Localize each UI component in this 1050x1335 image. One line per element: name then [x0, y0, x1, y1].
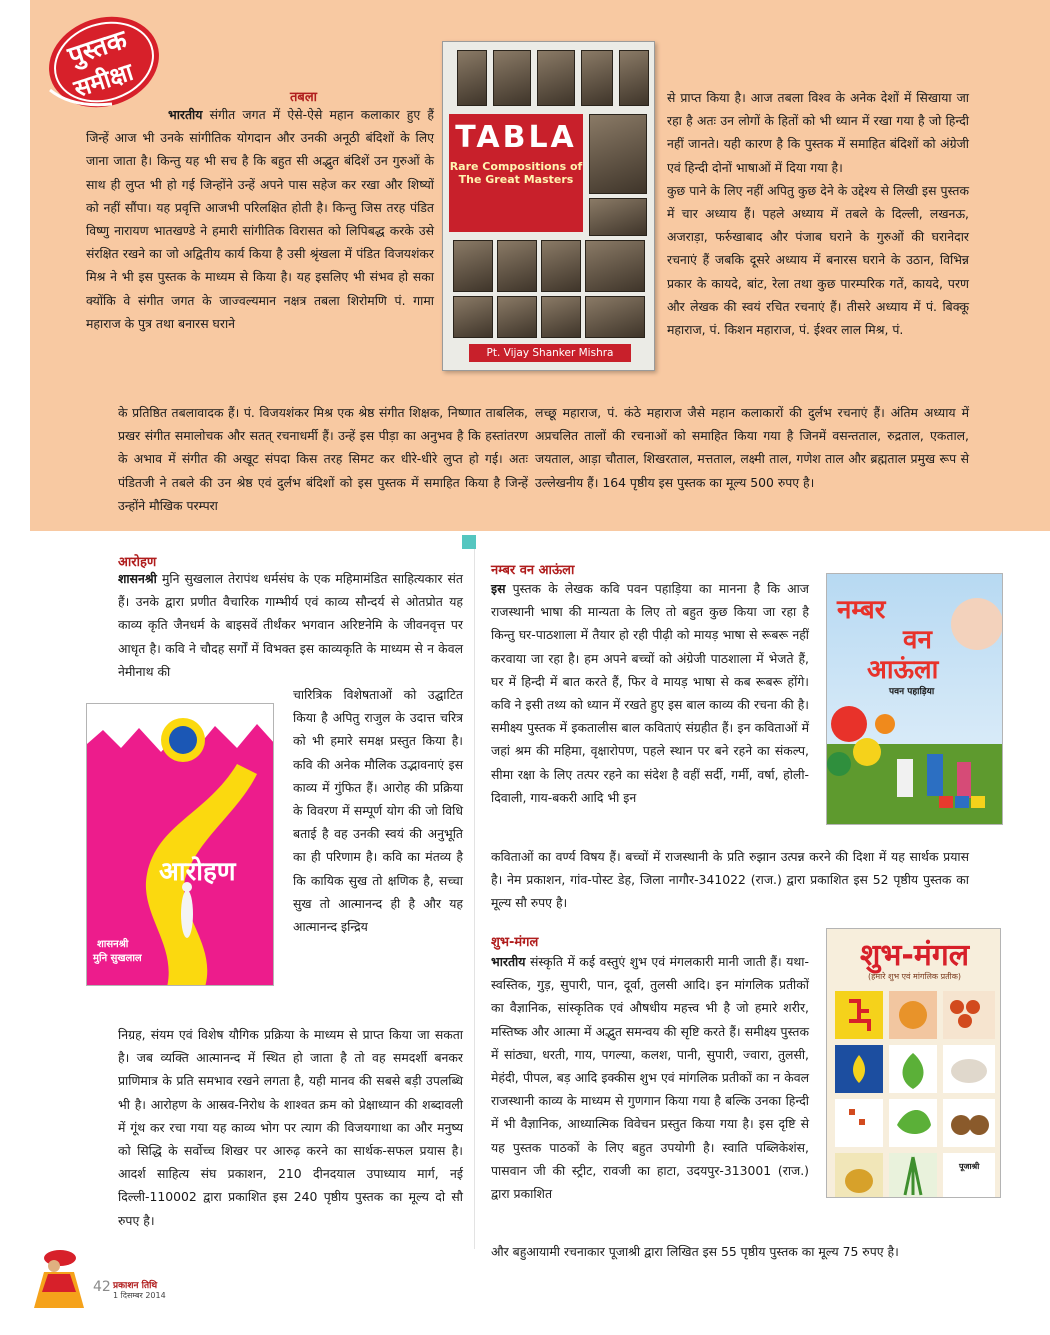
aarohan-side-text: चारित्रिक विशेषताओं को उद्घाटित किया है अपितु राजुल के उदात्त चरित्र को भी हमारे समक्ष प्रस्तुत किया है। कवि की अनेक मौलिक उद्भावनाएं इस काव्य में गुंफित हैं। आरोह की प्रक्रिया के विवरण में सम्पूर्ण योग की जो विधि बताई है वह उनकी स्वयं की अनुभूति का ही परिणाम है। कवि का मंतव्य है कि कायिक सुख तो क्षणिक है, सच्चा सुख तो आत्मानन्द ही है और यह आत्मानन्द इन्द्रिय [293, 687, 463, 935]
cover-photo [619, 50, 649, 106]
tabla-cover-title: TABLA [455, 120, 577, 155]
tabla-cover-subtitle: Rare Compositions of The Great Masters [449, 160, 583, 186]
aarohan-lead-word: शासनश्री [118, 571, 157, 586]
page-margin [0, 0, 30, 1335]
numbar-book-cover [826, 573, 1003, 825]
numbar-lead-word: इस [491, 581, 506, 596]
footer-illustration [30, 1248, 88, 1308]
aarohan-top-text [118, 567, 463, 683]
shubh-cover-author: पूजाश्री [959, 1162, 980, 1171]
column-divider [474, 549, 475, 1249]
cover-photo [589, 114, 647, 194]
aarohan-cover-author2: मुनि सुखलाल [93, 953, 142, 964]
numbar-cover-title1: नम्बर [837, 595, 886, 625]
tabla-left-bottom-text: के प्रतिष्ठित तबलावादक हैं। पं. विजयशंकर मिश्र एक श्रेष्ठ संगीत शिक्षक, निष्णात ताबलिक, प्रखर संगीत समालोचक और सतत् रचनाधर्मी हैं। उन्हें इस पीड़ा का अनुभव है कि हस्तांतरण के अभाव में संगीत की अखूट संपदा किस तरह सिमट कर धीरे-धीरे लुप्त हो गई। अतः पंडितजी ने तबले की उन श्रेष्ठ एवं दुर्लभ बंदिशों को इस पुस्तक में समाहित किया है जिन्हें उन्होंने मौखिक परम्परा [118, 405, 528, 513]
numbar-cover-title3: आऊंला [867, 655, 939, 685]
tabla-left-text [86, 103, 434, 335]
page-number: 42 [93, 1279, 111, 1295]
cover-photo [493, 50, 531, 106]
tabla-right-bottom-text: लच्छू महाराज, पं. कंठे महाराज जैसे महान कलाकारों की दुर्लभ रचनाएं हैं। अंतिम अध्याय में अप्रचलित तालों की रचनाओं को समाहित किया गया है जिनमें वसन्तताल, रुद्रताल, एकताल, जयताल, आड़ा चौताल, शिखरताल, मत्तताल, लक्ष्मी ताल, गणेश ताल और ब्रह्मताल प्रमुख रूप से उल्लेखनीय हैं। 164 पृष्ठीय इस पुस्तक का मूल्य 500 रुपए है। [535, 405, 969, 490]
tabla-cover-author: Pt. Vijay Shanker Mishra [469, 344, 631, 362]
book-review-badge [42, 12, 160, 112]
cover-photo [497, 296, 537, 338]
badge-line2: समीक्षा [70, 57, 137, 104]
footer-magazine: प्रकाशन तिथि [113, 1281, 158, 1291]
tabla-right-text [667, 86, 969, 341]
numbar-heading: नम्बर वन आऊंला [491, 563, 575, 578]
numbar-bottom-text: कविताओं का वर्ण्य विषय हैं। बच्चों में राजस्थानी के प्रति रुझान उत्पन्न करने की दिशा में यह सार्थक प्रयास है। नेम प्रकाशन, गांव-पोस्ट डेह, जिला नागौर-341022 (राज.) द्वारा प्रकाशित इस 52 पृष्ठीय पुस्तक का मूल्य सौ रुपए है। [491, 849, 969, 911]
badge-shape [42, 12, 160, 112]
cover-photo [497, 240, 537, 292]
shubh-side-body: संस्कृति में कई वस्तुएं शुभ एवं मंगलकारी मानी जाती हैं। यथा-स्वस्तिक, गुड़, सुपारी, पान, दूर्वा, तुलसी आदि। इन मांगलिक प्रतीकों का वैज्ञानिक, सांस्कृतिक एवं औषधीय महत्त्व भी है जो हमारे शरीर, मस्तिष्क और आत्मा में अद्भुत समन्वय की सृष्टि करते हैं। समीक्ष्य पुस्तक में सांठ्या, धरती, गाय, पगल्या, कलश, पानी, सुपारी, ज्वारा, तुलसी, मेहंदी, पीपल, बड़ आदि इक्कीस शुभ एवं मांगलिक प्रतीकों का न केवल राजस्थानी काव्य के माध्यम से गुणगान किया गया है बल्कि उनका हिन्दी में भी वैज्ञानिक, आध्यात्मिक विवेचन प्रस्तुत किया गया है। इस दृष्टि से यह पुस्तक पाठकों के लिए बहुत उपयोगी है। स्वाति पब्लिकेशंस, पासवान जी की स्ट्रीट, रावजी का हाटा, उदयपुर-313001 (राज.) द्वारा प्रकाशित [491, 954, 809, 1202]
tabla-book-cover [442, 41, 655, 371]
shubh-lead-word: भारतीय [491, 954, 526, 969]
numbar-cover-author: पवन पहाड़िया [889, 687, 935, 697]
numbar-cover-title2: वन [903, 625, 932, 655]
tabla-heading: तबला [290, 90, 318, 105]
woman-illustration [30, 1248, 88, 1308]
tabla-lead-word: भारतीय [168, 107, 203, 122]
decorative-square [462, 535, 476, 549]
shubh-book-cover [826, 928, 1001, 1198]
aarohan-cover-title: आरोहण [159, 857, 236, 887]
tabla-right-para2: कुछ पाने के लिए नहीं अपितु कुछ देने के उद्देश्य से लिखी इस पुस्तक में चार अध्याय हैं। पहले अध्याय में तबले के दिल्ली, लखनऊ, अजराड़ा, फर्रुखाबाद और पंजाब घराने के गुरुओं की घरानेदार रचनाएं हैं जबकि दूसरे अध्याय में बनारस घराने के उठान, विभिन्न प्रकार के कायदे, बांट, रेला तथा कुछ पारम्परिक गतें, कायदे, परण और लेखक की स्वयं रचित रचनाएं हैं। तीसरे अध्याय में पं. बिक्कू महाराज, पं. किशन महाराज, पं. ईश्वर लाल मिश्र, पं. [667, 182, 969, 338]
badge-line1: पुस्तक [64, 24, 131, 72]
aarohan-cover-author1: शासनश्री [97, 939, 129, 950]
cover-photo [541, 240, 581, 292]
shubh-cover-subtitle: (हमारे शुभ एवं मांगलिक प्रतीक) [867, 972, 962, 981]
cover-photo [453, 296, 493, 338]
aarohan-book-cover [86, 703, 274, 986]
aarohan-top-body: मुनि सुखलाल तेरापंथ धर्मसंघ के एक महिमामंडित साहित्यकार संत हैं। उनके द्वारा प्रणीत वैचारिक गाम्भीर्य एवं काव्य सौन्दर्य से ओतप्रोत यह काव्य कृति जैनधर्म के बाइसवें तीर्थंकर भगवान अरिष्टनेमि के जीवनवृत्त पर आधृत है। कवि ने चौदह सर्गों में विभक्त इस काव्यकृति के माध्यम से न केवल नेमीनाथ की [118, 571, 463, 679]
numbar-side-text [491, 577, 809, 809]
cover-photo [541, 296, 581, 338]
cover-photo [585, 296, 645, 338]
cover-photo [589, 198, 647, 236]
aarohan-bottom-text: निग्रह, संयम एवं विशेष यौगिक प्रक्रिया के माध्यम से प्राप्त किया जा सकता है। जब व्यक्ति आत्मानन्द में स्थित हो जाता है तो वह समदर्शी बनकर प्राणिमात्र के प्रति समभाव रखने लगता है, यही मानव की सबसे बड़ी उपलब्धि भी है। आरोहण के आस्रव-निरोध के शाश्वत क्रम को प्रेक्षाध्यान की शब्दावली में गूंथ कर रचा गया यह काव्य भोग पर त्याग की विजयगाथा का और मनुष्य को सिद्धि के सर्वोच्च शिखर पर आरुढ़ करने का सार्थक-सफल प्रयास है। आदर्श साहित्य संघ प्रकाशन, 210 दीनदयाल उपाध्याय मार्ग, नई दिल्ली-110002 द्वारा प्रकाशित इस 240 पृष्ठीय पुस्तक का मूल्य दो सौ रुपए है। [118, 1027, 463, 1228]
shubh-cover-title: शुभ-मंगल [859, 938, 970, 973]
tabla-right-para1: से प्राप्त किया है। आज तबला विश्व के अनेक देशों में सिखाया जा रहा है अतः उन लोगों के हितों को भी ध्यान में रखा गया है जो हिन्दी नहीं जानते। यही कारण है कि पुस्तक में समाहित बंदिशों को अंग्रेजी एवं हिन्दी दोनों भाषाओं में दिया गया है। [667, 90, 969, 175]
numbar-side-body: पुस्तक के लेखक कवि पवन पहाड़िया का मानना है कि आज राजस्थानी भाषा की मान्यता के लिए तो बहुत कुछ किया जा रहा है किन्तु घर-पाठशाला में तैयार हो रही पीढ़ी को मायड़ भाषा से रूबरू नहीं करवाया जा रहा है। हम अपने बच्चों को अंग्रेजी पाठशाला में भेजते हैं, घर में हिन्दी में बात करते हैं, फिर वे मायड़ भाषा से कब रूबरू होंगे। कवि ने इसी तथ्य को ध्यान में रखते हुए इस बाल काव्य की रचना की है। समीक्ष्य पुस्तक में इकतालीस बाल कविताएं संग्रहीत हैं। इन कविताओं में जहां श्रम की महिमा, वृक्षारोपण, पहले स्थान पर बने रहने का संकल्प, सीमा रक्षा के लिए तत्पर रहने का संदेश है वहीं सर्दी, गर्मी, वर्षा, होली-दिवाली, गाय-बकरी आदि भी इन [491, 581, 809, 805]
cover-photo [585, 240, 645, 292]
shubh-side-text [491, 950, 809, 1205]
cover-photo [457, 50, 487, 106]
shubh-heading: शुभ-मंगल [491, 935, 539, 950]
cover-photo [453, 240, 493, 292]
cover-photo [581, 50, 613, 106]
tabla-left-body: संगीत जगत में ऐसे-ऐसे महान कलाकार हुए हैं जिन्हें आज भी उनके सांगीतिक योगदान और उनकी अनूठी बंदिशों के लिए जाना जाता है। किन्तु यह भी सच है कि बहुत सी अद्भुत बंदिशें उन गुरुओं के साथ ही लुप्त भी हो गई जिन्होंने उन्हें अपने पास सहेज कर रखा और शिष्यों को नहीं सौंपा। यह प्रवृत्ति आजभी परिलक्षित होती है। किन्तु जिस तरह पंडित विष्णु नारायण भातखण्डे ने हमारी सांगीतिक विरासत को लिपिबद्ध करके उसे संरक्षित रखने का जो अद्वितीय कार्य किया है उसी श्रृंखला में पंडित विजयशंकर मिश्र ने भी इस पुस्तक के माध्यम से किया है। यह इसलिए भी संभव हो सका क्योंकि वे संगीत जगत के जाज्वल्यमान नक्षत्र तबला शिरोमणि पं. गामा महाराज के पुत्र तथा बनारस घराने [86, 107, 434, 331]
cover-photo [537, 50, 575, 106]
aarohan-heading: आरोहण [118, 555, 157, 570]
shubh-bottom-text: और बहुआयामी रचनाकार पूजाश्री द्वारा लिखित इस 55 पृष्ठीय पुस्तक का मूल्य 75 रुपए है। [491, 1244, 899, 1259]
footer-date: 1 दिसम्बर 2014 [113, 1291, 166, 1300]
